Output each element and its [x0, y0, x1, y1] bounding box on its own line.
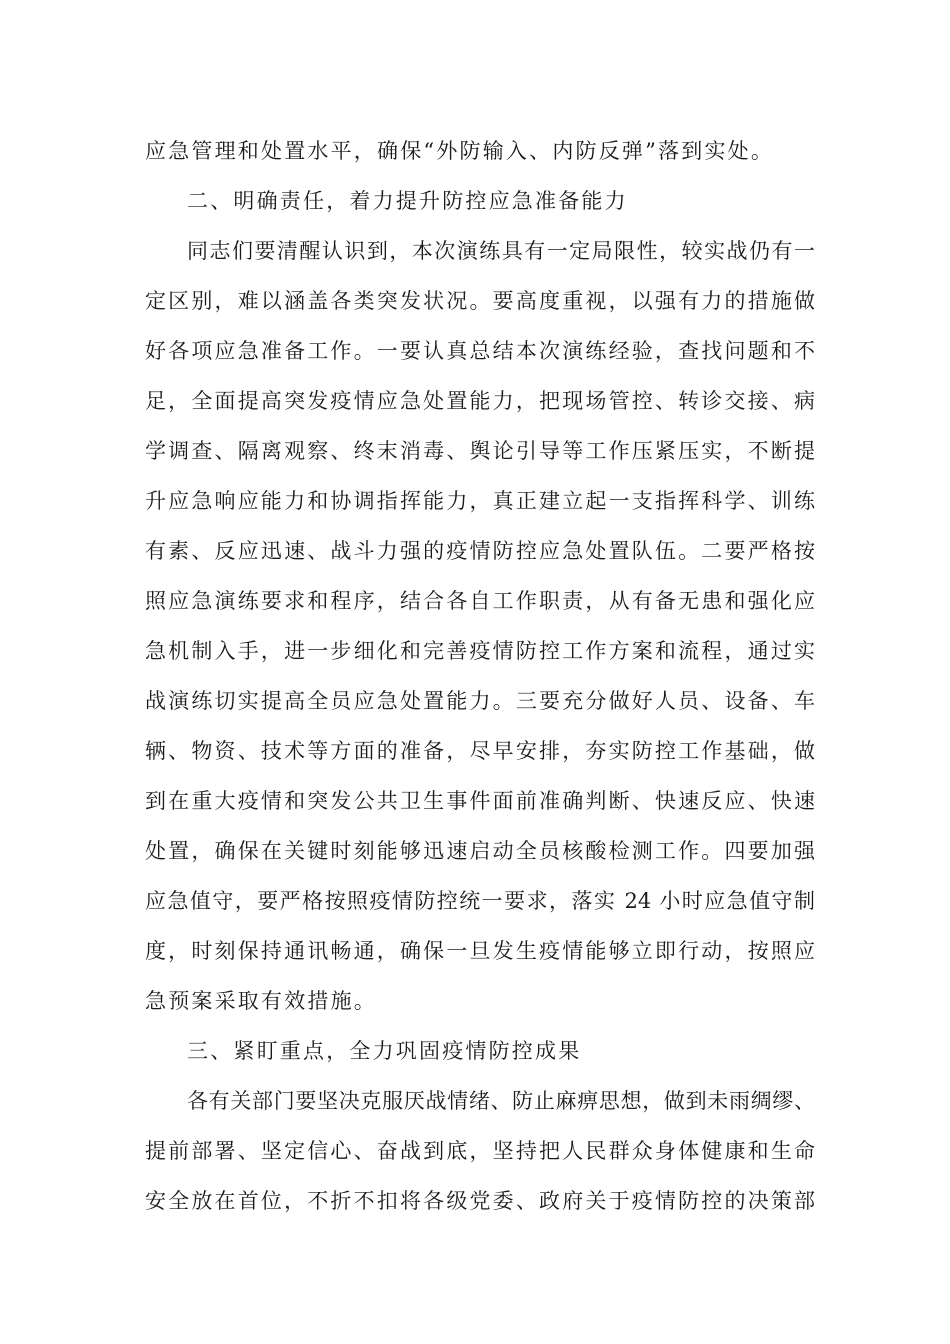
paragraph-line: 辆、物资、技术等方面的准备，尽早安排，夯实防控工作基础，做: [145, 739, 815, 763]
paragraph-line: 定区别，难以涵盖各类突发状况。要高度重视，以强有力的措施做: [145, 289, 815, 313]
paragraph-line: 升应急响应能力和协调指挥能力，真正建立起一支指挥科学、训练: [145, 489, 815, 513]
paragraph-line: 提前部署、坚定信心、奋战到底，坚持把人民群众身体健康和生命: [145, 1139, 815, 1163]
paragraph-line: 安全放在首位，不折不扣将各级党委、政府关于疫情防控的决策部: [145, 1189, 815, 1213]
paragraph-line: 急机制入手，进一步细化和完善疫情防控工作方案和流程，通过实: [145, 639, 815, 663]
paragraph-line: 足，全面提高突发疫情应急处置能力，把现场管控、转诊交接、病: [145, 389, 815, 413]
paragraph-line: 学调查、隔离观察、终末消毒、舆论引导等工作压紧压实，不断提: [145, 439, 815, 463]
paragraph-line: 好各项应急准备工作。一要认真总结本次演练经验，查找问题和不: [145, 339, 815, 363]
paragraph-line: 处置，确保在关键时刻能够迅速启动全员核酸检测工作。四要加强: [145, 839, 815, 863]
paragraph-line: 照应急演练要求和程序，结合各自工作职责，从有备无患和强化应: [145, 589, 815, 613]
section-heading: 三、紧盯重点，全力巩固疫情防控成果: [187, 1039, 582, 1063]
paragraph-line: 同志们要清醒认识到，本次演练具有一定局限性，较实战仍有一: [187, 239, 815, 263]
section-heading: 二、明确责任，着力提升防控应急准备能力: [187, 189, 628, 213]
paragraph-line: 战演练切实提高全员应急处置能力。三要充分做好人员、设备、车: [145, 689, 815, 713]
paragraph-line: 各有关部门要坚决克服厌战情绪、防止麻痹思想，做到未雨绸缪、: [187, 1089, 815, 1113]
paragraph-line: 度，时刻保持通讯畅通，确保一旦发生疫情能够立即行动，按照应: [145, 939, 815, 963]
paragraph-line: 急预案采取有效措施。: [145, 989, 377, 1013]
paragraph-line: 到在重大疫情和突发公共卫生事件面前准确判断、快速反应、快速: [145, 789, 815, 813]
paragraph-line: 有素、反应迅速、战斗力强的疫情防控应急处置队伍。二要严格按: [145, 539, 815, 563]
paragraph-line: 应急管理和处置水平，确保“外防输入、内防反弹”落到实处。: [145, 139, 775, 163]
paragraph-line: 应急值守，要严格按照疫情防控统一要求，落实 24 小时应急值守制: [145, 889, 815, 913]
